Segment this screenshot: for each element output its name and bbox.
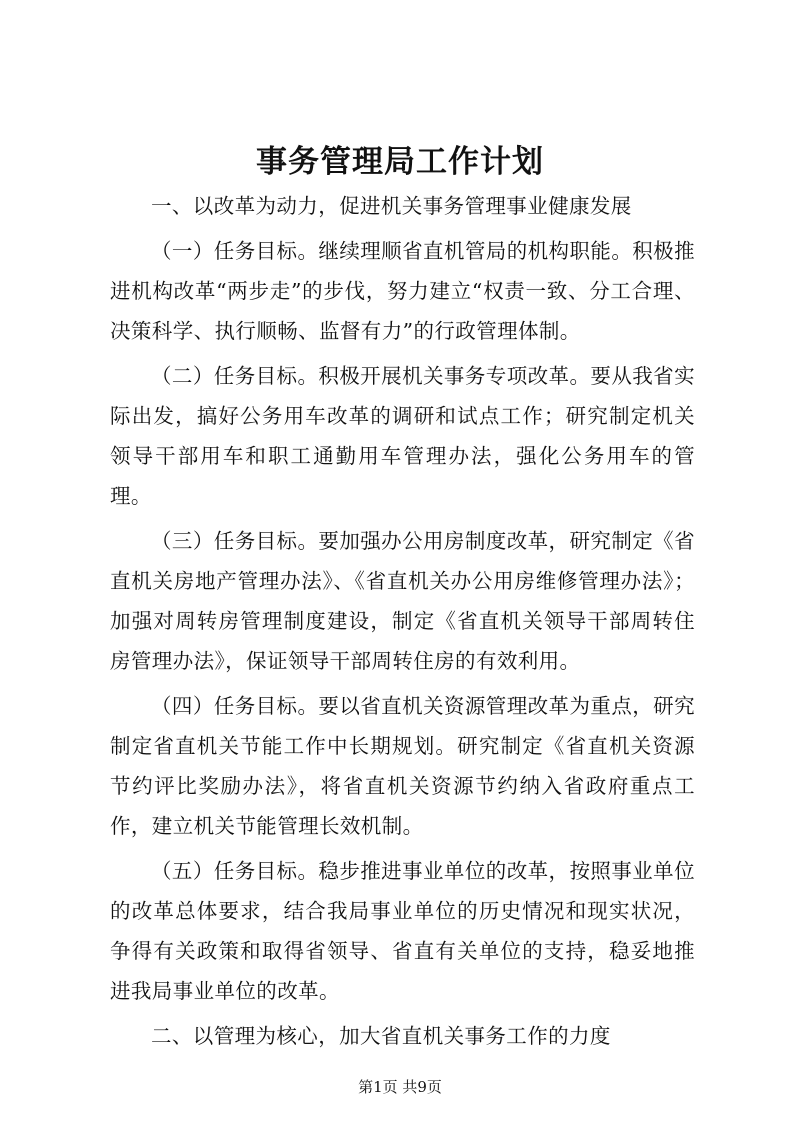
page-footer: 第1页 共9页 [358,1078,442,1096]
page-title: 事务管理局工作计划 [256,144,544,180]
paragraph-4: （四）任务目标。要以省直机关资源管理改革为重点，研究制定省直机关节能工作中长期规划。研究制定《省直机关资源节约评比奖励办法》，将省直机关资源节约纳入省政府重点工作，建立机关节能管理长效机制。 [110,694,695,838]
paragraph-3: （三）任务目标。要加强办公用房制度改革，研究制定《省直机关房地产管理办法》、《省直机关办公用房维修管理办法》；加强对周转房管理制度建设，制定《省直机关领导干部周转住房管理办法》，保证领导干部周转住房的有效利用。 [110,529,695,673]
paragraph-5: （五）任务目标。稳步推进事业单位的改革，按照事业单位的改革总体要求，结合我局事业单位的历史情况和现实状况，争得有关政策和取得省领导、省直有关单位的支持，稳妥地推进我局事业单位的改革。 [110,859,695,1003]
section-heading-2: 二、以管理为核心，加大省直机关事务工作的力度 [151,1024,611,1048]
document-body [110,186,695,1061]
section-heading-1: 一、以改革为动力，促进机关事务管理事业健康发展 [151,194,632,218]
paragraph-2: （二）任务目标。积极开展机关事务专项改革。要从我省实际出发，搞好公务用车改革的调研和试点工作；研究制定机关领导干部用车和职工通勤用车管理办法，强化公务用车的管理。 [110,364,695,508]
paragraph-1: （一）任务目标。继续理顺省直机管局的机构职能。积极推进机构改革“两步走”的步伐，努力建立“权责一致、分工合理、决策科学、执行顺畅、监督有力”的行政管理体制。 [110,239,695,343]
